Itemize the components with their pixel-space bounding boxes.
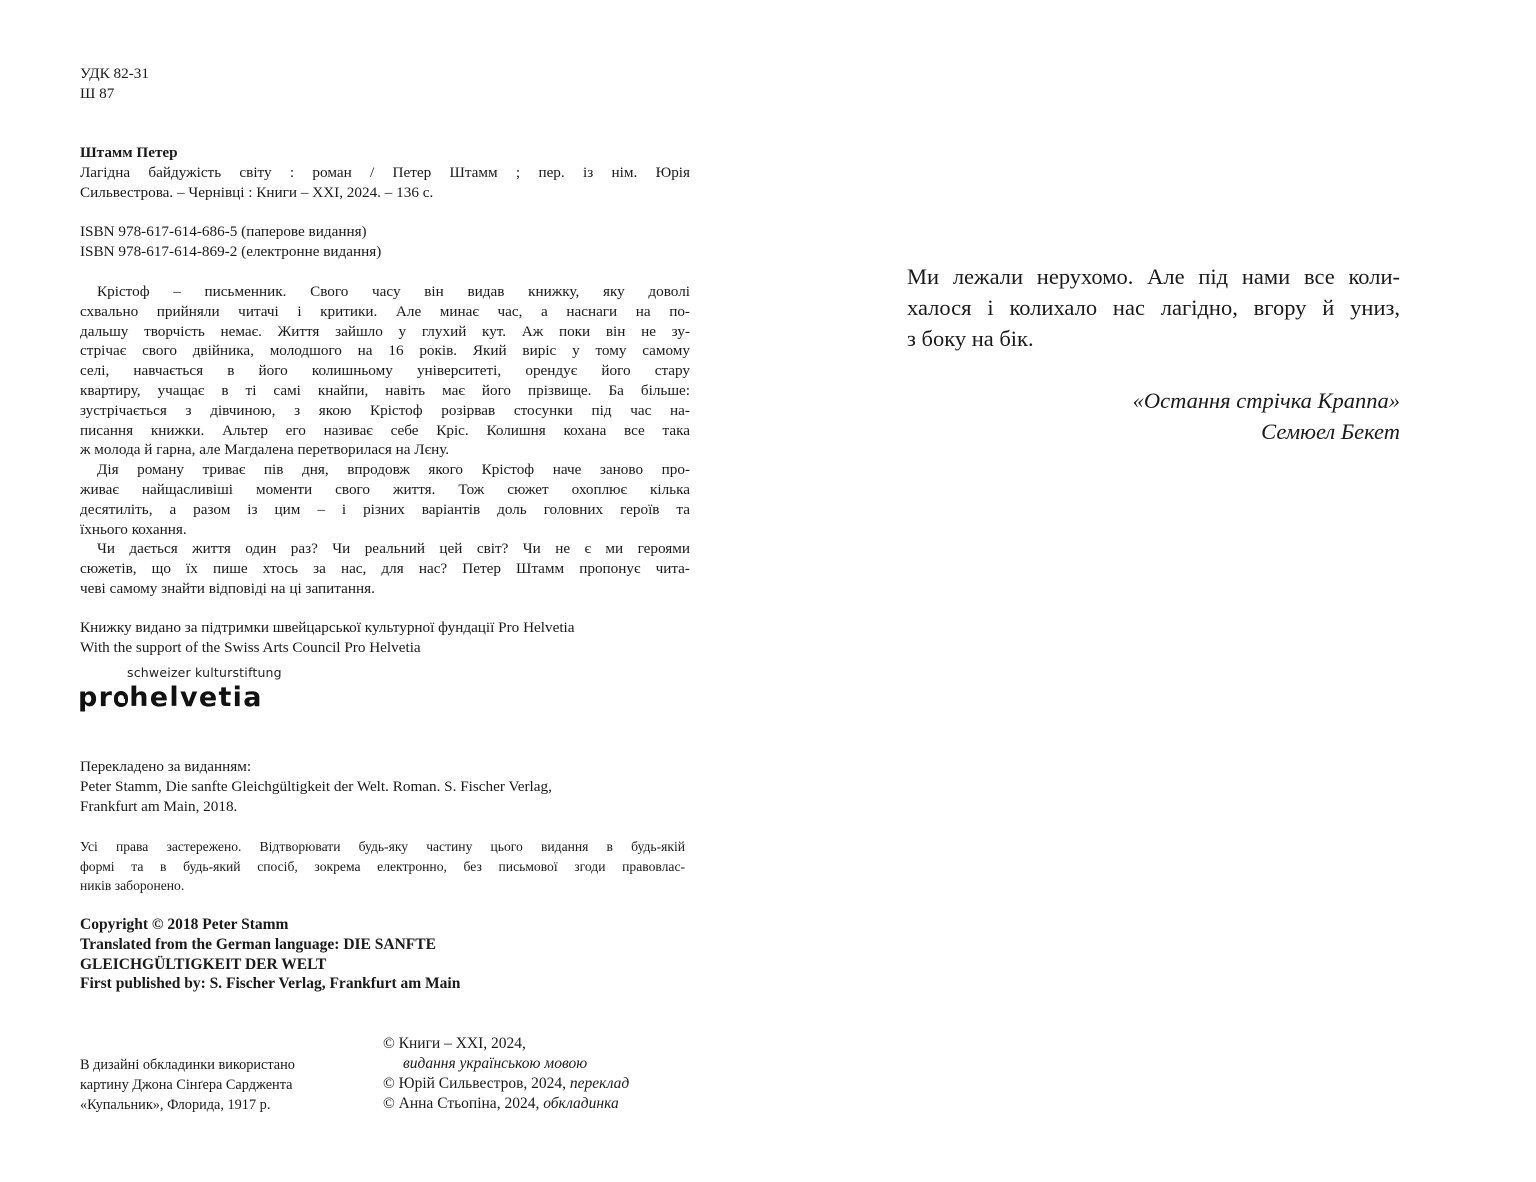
epigraph-line: халося і колихало нас лагідно, вгору й униз, xyxy=(907,295,1400,320)
annotation-line: ж молода й гарна, але Магдалена перетворилася на Лєну. xyxy=(80,441,450,459)
epigraph-line: з боку на бік. xyxy=(907,326,1034,351)
annotation-line: десятиліть, а разом із цим – і різних варіантів доль головних героїв та xyxy=(80,500,690,518)
udk-code: УДК 82-31 xyxy=(80,65,149,82)
shelf-code: Ш 87 xyxy=(80,84,115,102)
translated-from-label: Перекладено за виданням: xyxy=(80,758,252,775)
cover-credit-line: «Купальник», Флорида, 1917 р. xyxy=(80,1097,271,1113)
annotation-line: Крістоф – письменник. Свого часу він видав книжку, яку доволі xyxy=(97,283,690,300)
pro-helvetia-logo xyxy=(78,665,282,713)
annotation-line: сюжетів, що їх пише хтось за нас, для нас? Петер Штамм пропонує чита- xyxy=(80,560,690,578)
cover-credit xyxy=(80,1055,370,1115)
support-en: With the support of the Swiss Arts Council Pro Helvetia xyxy=(80,638,421,656)
annotation-line: зустрічається з дівчиною, з якою Крістоф розірвав стосунки під час на- xyxy=(80,401,690,419)
epigraph-source-title: «Остання стрічка Краппа» xyxy=(1132,388,1400,413)
annotation-line: чеві самому знайти відповіді на ці запитання. xyxy=(80,579,375,597)
annotation-line: писання книжки. Альтер его називає себе Кріс. Колишня кохана все така xyxy=(80,421,690,439)
annotation-line: їхнього кохання. xyxy=(80,520,187,538)
rights-line: Усі права застережено. Відтворювати будь-яку частину цього видання в будь-якій xyxy=(80,839,685,854)
annotation-line: дальшу творчість немає. Життя зайшло у глухий кут. Аж поки він не зу- xyxy=(80,322,690,340)
cover-credit-line: картину Джона Сінґера Сарджента xyxy=(80,1077,293,1093)
isbn-print: ISBN 978-617-614-686-5 (паперове видання) xyxy=(80,223,367,240)
logo-wordmark xyxy=(78,682,282,713)
isbn-block xyxy=(80,222,690,262)
holder-text: © Анна Стьопіна, 2024, xyxy=(383,1095,544,1112)
copyright-line: GLEICHGÜLTIGKEIT DER WELT xyxy=(80,955,327,973)
logo-wordmark-post: helvetia xyxy=(129,682,263,713)
annotation-line: стрічає свого двійника, молодшого на 16 років. Який виріс у тому самому xyxy=(80,342,690,360)
epigraph-source xyxy=(907,385,1400,447)
bibliographic-record xyxy=(80,143,690,202)
logo-wordmark-pre: pr xyxy=(78,682,114,713)
holder-note: обкладинка xyxy=(543,1095,619,1112)
holder-line xyxy=(383,1094,703,1114)
holder-note: видання українською мовою xyxy=(403,1055,588,1072)
translated-from-line: Peter Stamm, Die sanfte Gleichgültigkeit der Welt. Roman. S. Fischer Verlag, xyxy=(80,777,552,795)
copyright-line: Copyright © 2018 Peter Stamm xyxy=(80,916,289,933)
annotation-line: Чи дається життя один раз? Чи реальний цей світ? Чи не є ми героями xyxy=(97,540,690,558)
holder-line xyxy=(383,1074,703,1094)
holder-text: © Юрій Сильвестров, 2024, xyxy=(383,1075,570,1092)
copyright-holders xyxy=(383,1034,703,1114)
holder-text: © Книги – XXI, 2024, xyxy=(383,1035,526,1052)
translated-from xyxy=(80,757,690,816)
translated-from-line: Frankfurt am Main, 2018. xyxy=(80,797,238,815)
epigraph-source-author: Семюел Бекет xyxy=(1261,419,1400,444)
epigraph-line: Ми лежали нерухомо. Але під нами все коли- xyxy=(907,264,1400,289)
bib-line: Сильвестрова. – Чернівці : Книги – XXI, 2024. – 136 с. xyxy=(80,183,434,201)
copyright-line: First published by: S. Fischer Verlag, Frankfurt am Main xyxy=(80,975,461,993)
cover-credit-line: В дизайні обкладинки використано xyxy=(80,1057,295,1073)
rights-notice xyxy=(80,837,685,896)
epigraph xyxy=(907,261,1400,354)
annotation-line: схвально прийняли читачі і критики. Але минає час, а наснаги на по- xyxy=(80,302,690,320)
holder-note: переклад xyxy=(569,1075,630,1092)
swiss-cross-icon xyxy=(114,691,128,707)
copyright-line: Translated from the German language: DIE SANFTE xyxy=(80,935,436,953)
copyright-block xyxy=(80,915,690,994)
rights-line: формі та в будь-який спосіб, зокрема електронно, без письмової згоди правовлас- xyxy=(80,858,685,874)
annotation-line: квартиру, учащає в ті самі кнайпи, навіть має його прізвище. Ба більше: xyxy=(80,381,690,399)
bib-line: Лагідна байдужість світу : роман / Петер Штамм ; пер. із нім. Юрія xyxy=(80,163,690,181)
support-notice xyxy=(80,618,690,658)
isbn-electronic: ISBN 978-617-614-869-2 (електронне видання) xyxy=(80,242,382,260)
logo-subtitle: schweizer kulturstiftung xyxy=(127,665,282,680)
annotation-line: Дія роману триває пів дня, впродовж якого Крістоф наче заново про- xyxy=(97,461,690,479)
holder-line xyxy=(383,1034,703,1054)
annotation xyxy=(80,282,690,599)
udk-block xyxy=(80,64,690,104)
annotation-line: селі, навчається в його колишньому університеті, орендує його стару xyxy=(80,362,690,380)
rights-line: ників заборонено. xyxy=(80,878,185,894)
support-ua: Книжку видано за підтримки швейцарської культурної фундації Pro Helvetia xyxy=(80,619,575,636)
annotation-line: живає найщасливіші моменти свого життя. Тож сюжет охоплює кілька xyxy=(80,480,690,498)
author-heading: Штамм Петер xyxy=(80,144,178,161)
holder-line xyxy=(383,1054,703,1074)
